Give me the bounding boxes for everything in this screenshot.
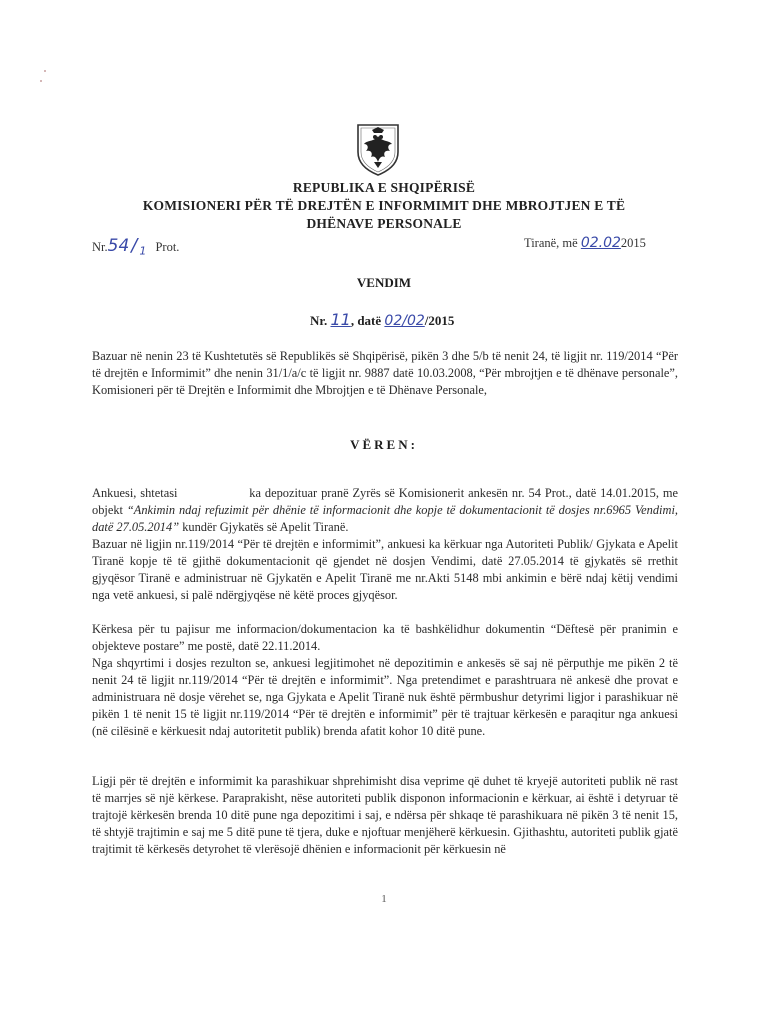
scan-speck — [40, 80, 42, 82]
complaint-intro: Ankuesi, shtetasi — [92, 486, 178, 500]
veren-heading: VËREN: — [350, 437, 418, 452]
header-commissioner: KOMISIONERI PËR TË DREJTËN E INFORMIMIT DHE MBROJTJEN E TË — [142, 198, 626, 213]
decision-number — [310, 310, 454, 329]
examination-paragraph: Nga shqyrtimi i dosjes rezulton se, ankuesi legjitimohet në depozitimin e ankesës së saj në përputhje me pikën 2 të nenit 24 të ligjit nr.119/2014 “Për të drejtën e informimit”. Nga pretendimet e parashtruara në ankesë dhe provat e administruara në dosje vërehet se, nga Gjykata e Apelit Tiranë nuk është përmbushur detyrimi ligjor i parashikuar në pikën 1 të nenit 15 të ligjit nr.119/2014 “Për të drejtën e informimit” për të trajtuar kërkesën e paraqitur nga ankuesi (në cilësinë e kërkuesit ndaj autoritetit publik) brenda afatit kohor 10 ditë pune. — [92, 656, 678, 738]
complaint-paragraph — [92, 485, 678, 536]
scan-speck — [44, 70, 46, 72]
page-number: 1 — [381, 893, 387, 905]
decision-handwritten-number: 11 — [330, 310, 351, 329]
law-obligations-paragraph: Ligji për të drejtën e informimit ka parashikuar shprehimisht disa veprime që duhet të kryejë autoriteti publik në rast të marrjes së një kërkese. Paraprakisht, nëse autoriteti publik disponon informacionin e kërkuar, ai është i detyruar të trajtojë kërkesën brenda 10 ditë pune nga depozitimi i saj, e ndërsa për shkaqe të parashikuara në pikën 3 të nenit 15, të shtyjë trajtimin e saj me 5 ditë pune të tjera, duke e njoftuar menjëherë kërkuesin. Gjithashtu, autoriteti publik gjatë trajtimit të kërkesës detyrohet të vlerësojë dhënien e informacionit për kërkuesin në — [92, 774, 678, 856]
decision-nr-prefix: Nr. — [310, 313, 328, 328]
decision-date-prefix: , datë — [350, 313, 382, 328]
protocol-handwritten-number: 54 — [107, 236, 130, 256]
complaint-body: ka depozituar pranë Zyrës së Komisionerit ankesën nr. 54 Prot., datë 14.01.2015, me objekt — [92, 486, 678, 517]
place-prefix: Tiranë, më — [524, 236, 578, 250]
protocol-prefix: Nr. — [92, 240, 108, 254]
albanian-emblem-icon — [354, 122, 402, 176]
decision-date-suffix: /2015 — [424, 313, 455, 328]
decision-title: VENDIM — [356, 275, 412, 290]
protocol-number — [92, 235, 179, 258]
header-republic: REPUBLIKA E SHQIPËRISË — [292, 180, 476, 195]
attachment-paragraph: Kërkesa për tu pajisur me informacion/dokumentacion ka të bashkëlidhur dokumentin “Dëftesë për pranimin e objekteve postare” me postë, datë 22.11.2014. — [92, 622, 678, 653]
decision-handwritten-date: 02/02 — [384, 313, 425, 329]
place-handwritten-date: 02.02 — [580, 235, 621, 251]
complaint-object: “Ankimin ndaj refuzimit për dhënie të informacionit dhe kopje të dokumentacionit të dosjes nr.6965 Vendimi, datë 27.05.2014” — [92, 502, 678, 534]
protocol-label: Prot. — [155, 240, 180, 254]
place-year: 2015 — [620, 236, 646, 250]
protocol-handwritten-sub: 1 — [139, 244, 147, 258]
protocol-slash: / — [131, 235, 138, 256]
request-paragraph: Bazuar në ligjin nr.119/2014 “Për të drejtën e informimit”, ankuesi ka kërkuar nga Autoriteti Publik/ Gjykata e Apelit Tiranë kopje të të gjithë dokumentacionit që gjendet në dosjen Vendimi, datë 27.05.2014 të gjykatës së rrethit gjyqësor Tiranë e administruar në Gjykatën e Apelit Tiranë me nr.Akti 5148 mbi ankimin e bërë ndaj këtij vendimi nga vetë ankuesi, si palë ndërgjyqëse në këtë proces gjyqësor. — [92, 537, 678, 602]
legal-basis-paragraph: Bazuar në nenin 23 të Kushtetutës së Republikës së Shqipërisë, pikën 3 dhe 5/b të nenit 24, të ligjit nr. 119/2014 “Për të drejtën e Informimit” dhe nenin 31/1/a/c të ligjit nr. 9887 datë 10.03.2008, “Për mbrojtjen e të dhënave personale”, Komisioneri për të Drejtën e Informimit dhe Mbrojtjen e të Dhënave Personale, — [92, 349, 678, 397]
place-date — [524, 235, 646, 251]
header-commissioner-cont: DHËNAVE PERSONALE — [306, 216, 462, 231]
complaint-against: kundër Gjykatës së Apelit Tiranë. — [182, 519, 349, 534]
